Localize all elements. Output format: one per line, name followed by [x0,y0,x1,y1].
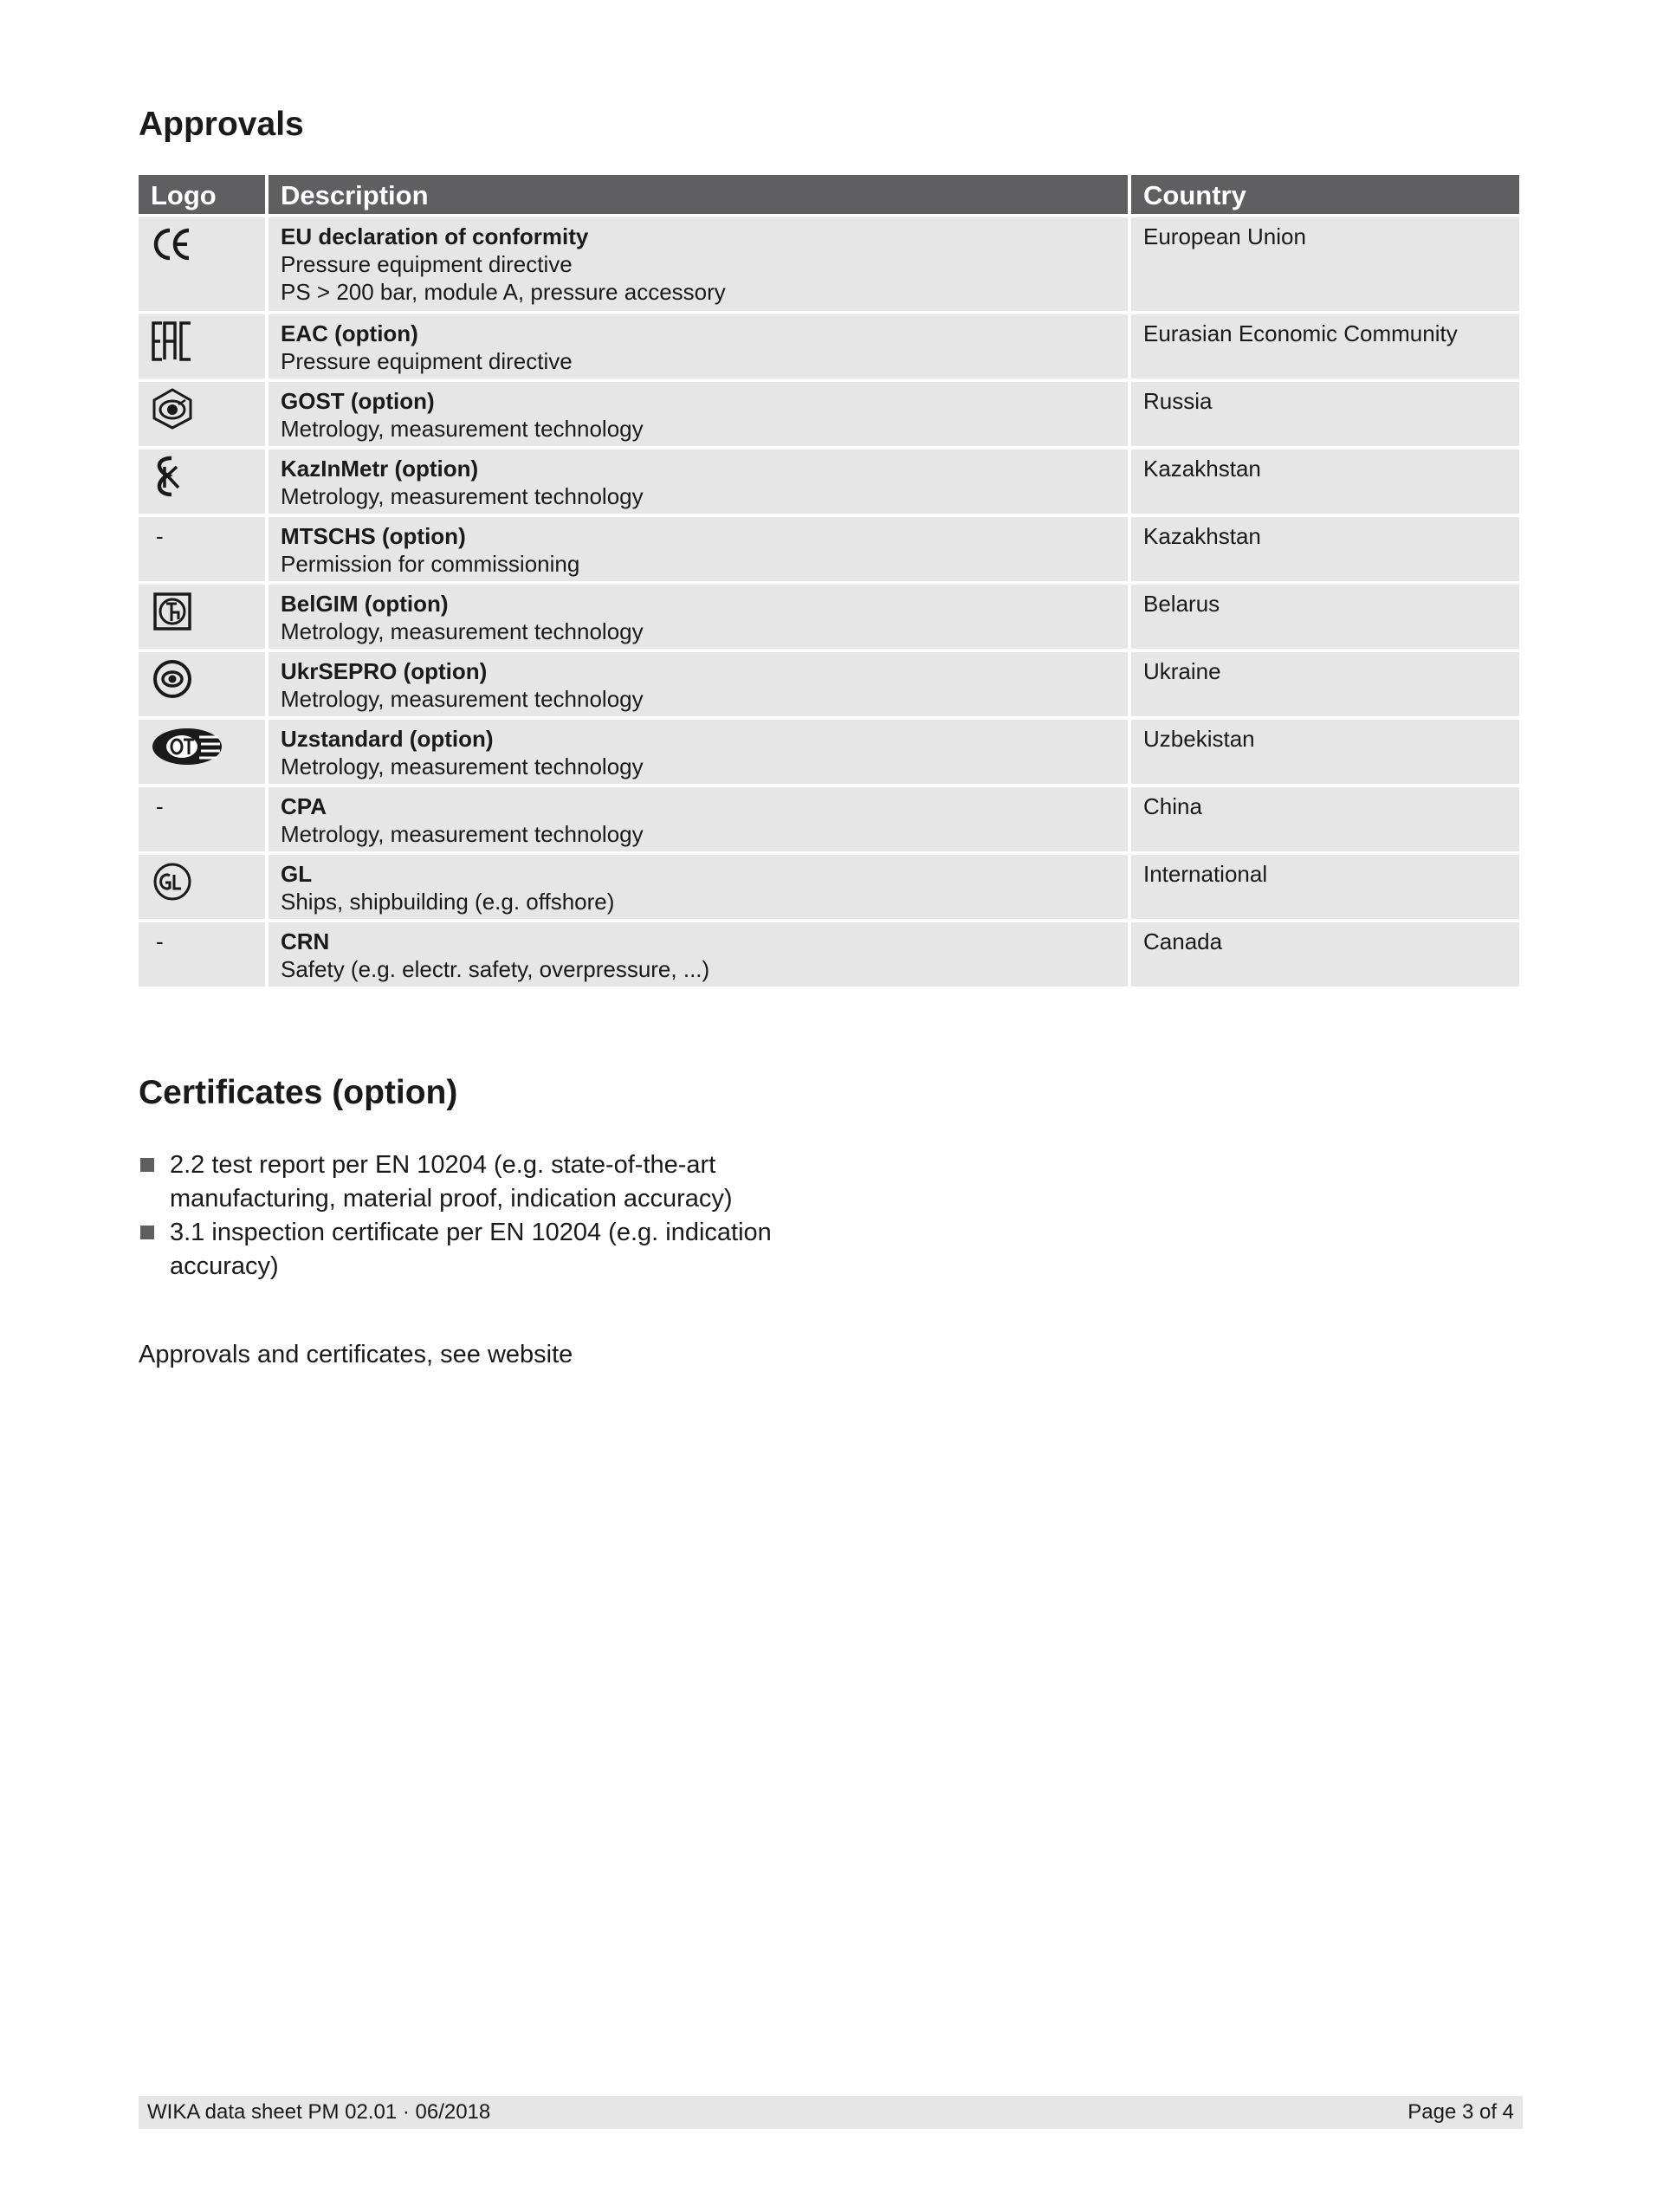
table-row [139,450,1519,514]
logo-cell [139,585,265,649]
approval-title: CPA [281,793,327,819]
description-cell [269,922,1128,986]
approval-title: KazInMetr (option) [281,456,479,482]
certificates-heading: Certificates (option) [139,1074,458,1111]
approvals-heading: Approvals [139,106,304,143]
approval-detail: Safety (e.g. electr. safety, overpressure, ...) [281,956,710,982]
country-cell: Uzbekistan [1131,720,1519,784]
table-row [139,382,1519,446]
country-cell: European Union [1131,217,1519,311]
table-row [139,517,1519,581]
approval-detail: Metrology, measurement technology [281,618,644,644]
description-cell [269,450,1128,514]
ukrsepro-mark-icon [151,657,194,701]
table-row [139,922,1519,986]
table-row [139,314,1519,378]
approval-detail: Metrology, measurement technology [281,686,644,712]
logo-cell [139,314,265,378]
country-cell: Eurasian Economic Community [1131,314,1519,378]
eac-mark-icon [151,320,194,363]
table-row [139,652,1519,716]
logo-cell [139,382,265,446]
bullet-square-icon [140,1158,154,1172]
country-cell: China [1131,787,1519,851]
kazinmetr-mark-icon [151,455,194,498]
page-number: Page 3 of 4 [1407,2100,1514,2124]
table-row [139,787,1519,851]
description-cell [269,720,1128,784]
certificate-text: 3.1 inspection certificate per EN 10204 (e.g. indication accuracy) [170,1219,772,1280]
logo-cell [139,450,265,514]
approval-detail: Metrology, measurement technology [281,416,644,442]
logo-cell [139,217,265,311]
description-cell [269,787,1128,851]
logo-cell [139,922,265,986]
approval-detail: Metrology, measurement technology [281,754,644,779]
logo-cell [139,652,265,716]
approval-title: EAC (option) [281,320,418,346]
column-header-logo: Logo [139,175,265,214]
country-cell: Ukraine [1131,652,1519,716]
approval-title: CRN [281,928,330,954]
description-cell [269,855,1128,919]
logo-placeholder: - [156,793,164,819]
table-row [139,855,1519,919]
approval-detail: Ships, shipbuilding (e.g. offshore) [281,889,615,915]
column-header-country: Country [1131,175,1519,214]
column-header-description: Description [269,175,1128,214]
country-cell: Kazakhstan [1131,450,1519,514]
gl-mark-icon [151,860,194,903]
approval-detail: Pressure equipment directive [281,251,573,277]
country-cell: Belarus [1131,585,1519,649]
datasheet-reference: WIKA data sheet PM 02.01 · 06/2018 [147,2100,491,2124]
logo-cell [139,720,265,784]
gost-mark-icon [151,387,194,430]
approvals-table [135,171,1523,990]
country-cell: International [1131,855,1519,919]
table-row [139,217,1519,311]
description-cell [269,652,1128,716]
approval-detail: Permission for commissioning [281,551,580,577]
logo-placeholder: - [156,523,164,549]
belgim-mark-icon [151,590,194,633]
approval-title: EU declaration of conformity [281,223,589,249]
table-header-row [139,175,1519,214]
table-row [139,720,1519,784]
approval-detail: PS > 200 bar, module A, pressure accessory [281,279,726,305]
description-cell [269,314,1128,378]
description-cell [269,585,1128,649]
approval-title: GL [281,861,313,887]
approval-title: GOST (option) [281,388,435,414]
description-cell [269,217,1128,311]
approval-title: MTSCHS (option) [281,523,466,549]
description-cell [269,382,1128,446]
table-row [139,585,1519,649]
logo-placeholder: - [156,928,164,954]
logo-cell [139,855,265,919]
description-cell [269,517,1128,581]
approval-title: BelGIM (option) [281,591,449,617]
approval-detail: Pressure equipment directive [281,348,573,374]
list-item [139,1216,797,1284]
approval-detail: Metrology, measurement technology [281,821,644,847]
uzstandard-mark-icon [151,725,223,768]
country-cell: Kazakhstan [1131,517,1519,581]
country-cell: Russia [1131,382,1519,446]
list-item [139,1148,797,1216]
page-footer [139,2096,1523,2129]
ce-mark-icon [151,223,194,266]
logo-cell [139,517,265,581]
country-cell: Canada [1131,922,1519,986]
certificates-list [139,1148,797,1284]
bullet-square-icon [140,1226,154,1239]
approval-title: UkrSEPRO (option) [281,658,488,684]
approval-title: Uzstandard (option) [281,726,494,752]
website-note: Approvals and certificates, see website [139,1341,573,1368]
approval-detail: Metrology, measurement technology [281,483,644,509]
certificate-text: 2.2 test report per EN 10204 (e.g. state-of-the-art manufacturing, material proof, indication accuracy) [170,1151,733,1213]
logo-cell [139,787,265,851]
